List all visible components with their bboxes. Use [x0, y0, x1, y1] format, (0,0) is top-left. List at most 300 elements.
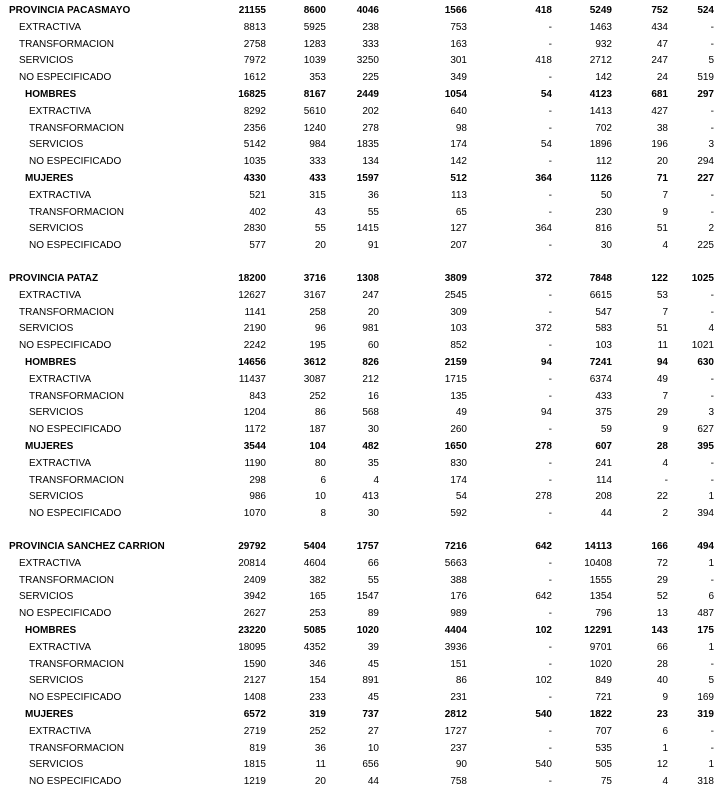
cell-value: 54: [540, 139, 552, 151]
cell-value: 1190: [244, 457, 266, 469]
cell-value: 1650: [444, 441, 467, 452]
category-row: [0, 657, 718, 673]
cell-value: 231: [450, 692, 467, 704]
cell-value: 174: [450, 474, 467, 486]
cell-value: 394: [697, 508, 714, 520]
cell-value: 4: [662, 240, 668, 252]
cell-value: 395: [697, 441, 714, 452]
cell-value: 4: [373, 474, 379, 486]
cell-value: 3167: [303, 289, 326, 301]
cell-value: 237: [450, 742, 467, 754]
cell-value: 2449: [356, 89, 379, 100]
row-label: TRANSFORMACION: [29, 390, 124, 402]
gender-subtotal-row: [0, 355, 718, 371]
cell-value: 737: [362, 709, 379, 720]
cell-value: 656: [362, 759, 379, 771]
cell-value: 1035: [243, 156, 266, 168]
cell-value: 10408: [584, 557, 612, 569]
cell-value: 151: [450, 658, 467, 670]
cell-value: 1715: [444, 373, 467, 385]
cell-value: 127: [450, 223, 467, 235]
cell-value: -: [710, 189, 714, 201]
cell-value: -: [710, 457, 714, 469]
category-row: [0, 205, 718, 221]
cell-value: 1240: [303, 122, 326, 134]
cell-value: 1463: [589, 21, 612, 33]
cell-value: -: [548, 373, 552, 385]
cell-value: 8: [320, 508, 326, 520]
cell-value: 372: [535, 273, 552, 284]
cell-value: -: [548, 692, 552, 704]
cell-value: 52: [656, 591, 668, 603]
cell-value: 278: [535, 441, 552, 452]
cell-value: 981: [362, 323, 379, 335]
cell-value: -: [548, 189, 552, 201]
cell-value: 9: [662, 692, 668, 704]
cell-value: 349: [450, 72, 467, 84]
cell-value: 753: [450, 21, 467, 33]
cell-value: 39: [367, 641, 379, 653]
cell-value: 29: [656, 407, 668, 419]
cell-value: 989: [450, 608, 467, 620]
cell-value: 55: [314, 223, 326, 235]
category-row: [0, 573, 718, 589]
cell-value: 1025: [691, 273, 714, 284]
cell-value: 7241: [589, 357, 612, 368]
cell-value: 1054: [444, 89, 467, 100]
cell-value: 45: [367, 692, 379, 704]
cell-value: 9701: [589, 641, 612, 653]
cell-value: 253: [309, 608, 326, 620]
cell-value: 640: [450, 105, 467, 117]
cell-value: 707: [595, 725, 612, 737]
cell-value: 986: [249, 491, 266, 503]
cell-value: 3716: [303, 273, 326, 284]
cell-value: 230: [595, 206, 612, 218]
cell-value: 1039: [303, 55, 326, 67]
province-header-row: [0, 539, 718, 555]
cell-value: 1172: [244, 424, 266, 436]
cell-value: -: [664, 474, 668, 486]
cell-value: 5085: [303, 625, 326, 636]
category-row: [0, 741, 718, 757]
cell-value: 3612: [303, 357, 326, 368]
row-label: NO ESPECIFICADO: [29, 508, 122, 520]
cell-value: 195: [309, 340, 326, 352]
cell-value: -: [710, 742, 714, 754]
cell-value: 382: [309, 574, 326, 586]
cell-value: 278: [535, 491, 552, 503]
cell-value: 583: [595, 323, 612, 335]
cell-value: 891: [362, 675, 379, 687]
cell-value: 35: [367, 457, 379, 469]
cell-value: 238: [362, 21, 379, 33]
cell-value: 319: [309, 709, 326, 720]
cell-value: -: [548, 508, 552, 520]
cell-value: 6615: [589, 289, 612, 301]
cell-value: -: [710, 725, 714, 737]
cell-value: 6: [708, 591, 714, 603]
province-header-row: [0, 271, 718, 287]
cell-value: 89: [367, 608, 379, 620]
cell-value: 11: [315, 759, 326, 771]
cell-value: 3936: [444, 641, 467, 653]
cell-value: 3544: [243, 441, 266, 452]
row-label: NO ESPECIFICADO: [29, 424, 122, 436]
cell-value: 577: [249, 240, 266, 252]
cell-value: 66: [656, 641, 668, 653]
cell-value: 278: [362, 122, 379, 134]
cell-value: 418: [535, 55, 552, 67]
row-label: HOMBRES: [25, 89, 77, 100]
cell-value: 54: [455, 491, 467, 503]
cell-value: 11437: [238, 373, 266, 385]
cell-value: 3087: [303, 373, 326, 385]
cell-value: 346: [309, 658, 326, 670]
cell-value: 568: [362, 407, 379, 419]
category-row: [0, 338, 718, 354]
category-row: [0, 20, 718, 36]
cell-value: 28: [656, 658, 668, 670]
cell-value: 826: [362, 357, 379, 368]
row-label: MUJERES: [25, 709, 74, 720]
cell-value: 2830: [243, 223, 266, 235]
cell-value: 65: [455, 206, 467, 218]
cell-value: 852: [450, 340, 467, 352]
row-label: NO ESPECIFICADO: [29, 692, 122, 704]
category-row: [0, 321, 718, 337]
cell-value: 113: [451, 189, 467, 201]
cell-value: 154: [309, 675, 326, 687]
cell-value: 1126: [590, 173, 612, 184]
gender-subtotal-row: [0, 707, 718, 723]
cell-value: 23: [656, 709, 668, 720]
cell-value: 4: [662, 457, 668, 469]
cell-value: 5925: [303, 21, 326, 33]
cell-value: 43: [314, 206, 326, 218]
category-row: [0, 238, 718, 254]
cell-value: 1: [662, 742, 668, 754]
cell-value: 86: [314, 407, 326, 419]
cell-value: 1021: [691, 340, 714, 352]
cell-value: 169: [697, 692, 714, 704]
row-label: HOMBRES: [25, 625, 77, 636]
row-label: SERVICIOS: [29, 407, 84, 419]
category-row: [0, 606, 718, 622]
cell-value: 24: [656, 72, 668, 84]
cell-value: 30: [367, 508, 379, 520]
cell-value: 14656: [238, 357, 266, 368]
cell-value: 49: [455, 407, 467, 419]
cell-value: 247: [362, 289, 379, 301]
cell-value: 75: [600, 776, 612, 788]
cell-value: -: [548, 38, 552, 50]
row-label: PROVINCIA SANCHEZ CARRION: [9, 541, 165, 552]
cell-value: 174: [450, 139, 467, 151]
row-label: NO ESPECIFICADO: [19, 340, 112, 352]
cell-value: 7: [662, 306, 668, 318]
cell-value: 8292: [243, 105, 266, 117]
gender-subtotal-row: [0, 87, 718, 103]
cell-value: 4352: [303, 641, 326, 653]
cell-value: 413: [362, 491, 379, 503]
cell-value: 388: [450, 574, 467, 586]
cell-value: 333: [309, 156, 326, 168]
cell-value: 2: [662, 508, 668, 520]
cell-value: 30: [600, 240, 612, 252]
cell-value: 627: [697, 424, 714, 436]
cell-value: 71: [656, 173, 668, 184]
cell-value: 3: [708, 407, 714, 419]
cell-value: 434: [651, 21, 668, 33]
cell-value: 20: [314, 776, 326, 788]
cell-value: 18200: [238, 273, 266, 284]
cell-value: 752: [651, 5, 668, 16]
row-label: HOMBRES: [25, 357, 77, 368]
cell-value: 2127: [243, 675, 266, 687]
cell-value: 53: [656, 289, 668, 301]
cell-value: 2409: [243, 574, 266, 586]
province-header-row: [0, 3, 718, 19]
cell-value: -: [710, 474, 714, 486]
cell-value: 233: [309, 692, 326, 704]
category-row: [0, 489, 718, 505]
cell-value: -: [710, 122, 714, 134]
cell-value: 1204: [243, 407, 266, 419]
cell-value: 55: [367, 574, 379, 586]
cell-value: 20814: [238, 557, 266, 569]
cell-value: -: [710, 105, 714, 117]
cell-value: 66: [367, 557, 379, 569]
cell-value: 5: [708, 55, 714, 67]
cell-value: 6374: [589, 373, 612, 385]
cell-value: 44: [367, 776, 379, 788]
cell-value: 7: [662, 189, 668, 201]
cell-value: 2758: [243, 38, 266, 50]
cell-value: 1354: [589, 591, 612, 603]
cell-value: -: [710, 373, 714, 385]
cell-value: 22: [656, 491, 668, 503]
cell-value: -: [710, 390, 714, 402]
cell-value: -: [548, 424, 552, 436]
cell-value: 241: [595, 457, 612, 469]
cell-value: 4046: [356, 5, 379, 16]
cell-value: 519: [697, 72, 714, 84]
cell-value: 1597: [356, 173, 379, 184]
row-label: EXTRACTIVA: [19, 21, 82, 33]
cell-value: 427: [651, 105, 668, 117]
row-label: TRANSFORMACION: [29, 122, 124, 134]
cell-value: -: [548, 340, 552, 352]
cell-value: 2356: [243, 122, 266, 134]
cell-value: 6: [662, 725, 668, 737]
cell-value: 252: [309, 390, 326, 402]
cell-value: 12291: [584, 625, 612, 636]
gender-subtotal-row: [0, 171, 718, 187]
cell-value: -: [548, 742, 552, 754]
cell-value: 2812: [444, 709, 467, 720]
cell-value: 9: [662, 424, 668, 436]
cell-value: 433: [595, 390, 612, 402]
cell-value: 16825: [238, 89, 266, 100]
cell-value: 816: [595, 223, 612, 235]
cell-value: 849: [595, 675, 612, 687]
cell-value: 1415: [356, 223, 379, 235]
category-row: [0, 389, 718, 405]
cell-value: 2719: [243, 725, 266, 737]
cell-value: 142: [595, 72, 612, 84]
cell-value: 28: [656, 441, 668, 452]
cell-value: 932: [595, 38, 612, 50]
cell-value: 14113: [584, 541, 612, 552]
cell-value: 364: [535, 173, 552, 184]
row-label: SERVICIOS: [29, 223, 84, 235]
cell-value: -: [548, 306, 552, 318]
cell-value: 375: [595, 407, 612, 419]
cell-value: 1835: [356, 139, 379, 151]
cell-value: 7: [662, 390, 668, 402]
cell-value: 51: [656, 323, 668, 335]
category-row: [0, 188, 718, 204]
cell-value: 819: [249, 742, 266, 754]
cell-value: 5142: [243, 139, 266, 151]
category-row: [0, 137, 718, 153]
cell-value: 8167: [303, 89, 326, 100]
row-label: SERVICIOS: [29, 759, 84, 771]
row-label: NO ESPECIFICADO: [19, 608, 112, 620]
gender-subtotal-row: [0, 623, 718, 639]
cell-value: 2159: [444, 357, 467, 368]
cell-value: -: [548, 72, 552, 84]
cell-value: 55: [367, 206, 379, 218]
row-label: SERVICIOS: [29, 139, 84, 151]
cell-value: 681: [651, 89, 668, 100]
cell-value: 29792: [238, 541, 266, 552]
category-row: [0, 154, 718, 170]
row-label: SERVICIOS: [19, 591, 74, 603]
category-row: [0, 372, 718, 388]
cell-value: 258: [309, 306, 326, 318]
cell-value: 21155: [238, 5, 266, 16]
cell-value: 1727: [444, 725, 467, 737]
cell-value: 102: [535, 675, 552, 687]
category-row: [0, 305, 718, 321]
row-label: NO ESPECIFICADO: [19, 72, 112, 84]
cell-value: 702: [595, 122, 612, 134]
cell-value: 260: [450, 424, 467, 436]
row-label: EXTRACTIVA: [29, 189, 92, 201]
row-label: EXTRACTIVA: [29, 457, 92, 469]
cell-value: 5249: [589, 5, 612, 16]
cell-value: 252: [309, 725, 326, 737]
cell-value: -: [548, 206, 552, 218]
cell-value: 18095: [238, 641, 266, 653]
row-label: SERVICIOS: [29, 675, 84, 687]
cell-value: 372: [535, 323, 552, 335]
cell-value: 36: [367, 189, 379, 201]
cell-value: 1555: [589, 574, 612, 586]
cell-value: 80: [314, 457, 326, 469]
row-label: PROVINCIA PATAZ: [9, 273, 99, 284]
cell-value: 23220: [238, 625, 266, 636]
category-row: [0, 37, 718, 53]
cell-value: 1020: [589, 658, 612, 670]
cell-value: 294: [697, 156, 714, 168]
cell-value: 1: [708, 491, 714, 503]
cell-value: 2190: [243, 323, 266, 335]
cell-value: 8813: [243, 21, 266, 33]
cell-value: 176: [450, 591, 467, 603]
cell-value: 20: [656, 156, 668, 168]
row-label: SERVICIOS: [29, 491, 84, 503]
cell-value: 1547: [356, 591, 379, 603]
cell-value: 364: [535, 223, 552, 235]
cell-value: -: [548, 122, 552, 134]
cell-value: 2545: [444, 289, 467, 301]
cell-value: 7848: [589, 273, 612, 284]
category-row: [0, 422, 718, 438]
cell-value: 1815: [243, 759, 266, 771]
row-label: PROVINCIA PACASMAYO: [9, 5, 131, 16]
category-row: [0, 53, 718, 69]
cell-value: -: [710, 206, 714, 218]
cell-value: 10: [314, 491, 326, 503]
row-label: TRANSFORMACION: [29, 658, 124, 670]
category-row: [0, 104, 718, 120]
cell-value: 166: [651, 541, 668, 552]
cell-value: 202: [362, 105, 379, 117]
cell-value: 1590: [243, 658, 266, 670]
cell-value: -: [548, 289, 552, 301]
row-label: NO ESPECIFICADO: [29, 240, 122, 252]
cell-value: 4123: [589, 89, 612, 100]
cell-value: 494: [697, 541, 714, 552]
cell-value: 1283: [303, 38, 326, 50]
cell-value: 1822: [589, 709, 612, 720]
row-label: EXTRACTIVA: [29, 373, 92, 385]
cell-value: 40: [656, 675, 668, 687]
cell-value: 10: [367, 742, 379, 754]
cell-value: 1896: [589, 139, 612, 151]
cell-value: 4: [662, 776, 668, 788]
cell-value: 90: [455, 759, 467, 771]
cell-value: 7216: [444, 541, 467, 552]
cell-value: 103: [450, 323, 467, 335]
cell-value: 1308: [356, 273, 379, 284]
cell-value: -: [548, 240, 552, 252]
cell-value: -: [710, 574, 714, 586]
row-label: EXTRACTIVA: [29, 105, 92, 117]
cell-value: -: [548, 457, 552, 469]
category-row: [0, 405, 718, 421]
cell-value: 50: [600, 189, 612, 201]
cell-value: 86: [455, 675, 467, 687]
cell-value: 796: [595, 608, 612, 620]
cell-value: 2712: [589, 55, 612, 67]
cell-value: 12627: [238, 289, 266, 301]
cell-value: 247: [651, 55, 668, 67]
cell-value: 297: [697, 89, 714, 100]
cell-value: 20: [314, 240, 326, 252]
row-label: TRANSFORMACION: [29, 474, 124, 486]
cell-value: -: [548, 557, 552, 569]
row-label: MUJERES: [25, 441, 74, 452]
cell-value: 843: [249, 390, 266, 402]
cell-value: -: [548, 725, 552, 737]
cell-value: -: [548, 574, 552, 586]
cell-value: 135: [450, 390, 467, 402]
gender-subtotal-row: [0, 439, 718, 455]
